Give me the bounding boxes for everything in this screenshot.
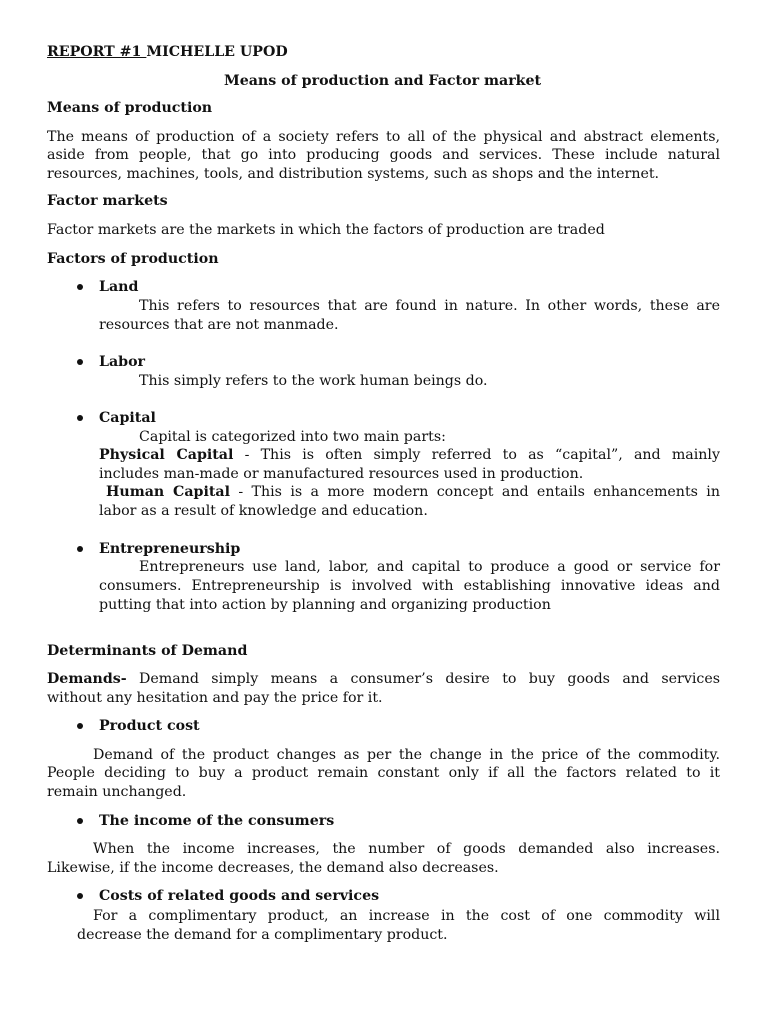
product-cost-text-line: People deciding to buy a product remain constant only if all the factors related to it	[47, 765, 720, 781]
labor-text: This simply refers to the work human beings do.	[139, 373, 488, 389]
land-text-line: This refers to resources that are found in nature. In other words, these are	[139, 298, 720, 314]
label-labor: Labor	[99, 354, 146, 370]
label-income: The income of the consumers	[99, 813, 335, 829]
bullet-icon	[77, 415, 83, 421]
physical-capital-line	[99, 446, 720, 464]
bullet-icon	[77, 723, 83, 729]
means-paragraph-line: The means of production of a society refers to all of the physical and abstract elements,	[47, 129, 720, 145]
label-capital: Capital	[99, 410, 156, 426]
label-related-goods: Costs of related goods and services	[99, 888, 380, 904]
document-title: Means of production and Factor market	[224, 73, 542, 89]
heading-determinants-of-demand: Determinants of Demand	[47, 643, 248, 659]
human-capital-line: labor as a result of knowledge and education.	[99, 503, 428, 519]
bullet-icon	[77, 818, 83, 824]
means-paragraph-line: resources, machines, tools, and distribution systems, such as shops and the internet.	[47, 166, 660, 182]
entrepreneurship-text-line: Entrepreneurs use land, labor, and capital to produce a good or service for	[139, 559, 720, 575]
human-capital-line	[106, 483, 720, 501]
product-cost-text-line: Demand of the product changes as per the change in the price of the commodity.	[93, 747, 720, 763]
land-text-line: resources that are not manmade.	[99, 317, 339, 333]
income-text-line: When the income increases, the number of goods demanded also increases.	[93, 841, 720, 857]
bullet-icon	[77, 893, 83, 899]
entrepreneurship-text-line: putting that into action by planning and organizing production	[99, 597, 551, 613]
report-author: MICHELLE UPOD	[146, 44, 288, 60]
demands-line: without any hesitation and pay the price for it.	[47, 690, 383, 706]
related-goods-text-line: decrease the demand for a complimentary product.	[77, 927, 448, 943]
label-entrepreneurship: Entrepreneurship	[99, 541, 241, 557]
capital-intro: Capital is categorized into two main parts:	[139, 429, 446, 445]
human-capital-term: Human Capital	[106, 484, 230, 500]
demands-desc: Demand simply means a consumer’s desire to buy goods and services	[126, 671, 720, 687]
heading-factor-markets: Factor markets	[47, 193, 168, 209]
related-goods-text-line: For a complimentary product, an increase in the cost of one commodity will	[93, 908, 720, 924]
product-cost-text-line: remain unchanged.	[47, 784, 187, 800]
heading-means-of-production: Means of production	[47, 100, 213, 116]
human-capital-desc: - This is a more modern concept and entails enhancements in	[229, 484, 720, 500]
physical-capital-desc: - This is often simply referred to as “capital”, and mainly	[233, 447, 720, 463]
report-header	[47, 43, 288, 61]
entrepreneurship-text-line: consumers. Entrepreneurship is involved with establishing innovative ideas and	[99, 578, 720, 594]
report-number: REPORT #1	[47, 44, 147, 60]
means-paragraph-line: aside from people, that go into producing goods and services. These include natural	[47, 147, 720, 163]
demands-term: Demands-	[47, 671, 127, 687]
heading-factors-of-production: Factors of production	[47, 251, 219, 267]
bullet-icon	[77, 359, 83, 365]
demands-line	[47, 670, 720, 688]
income-text-line: Likewise, if the income decreases, the demand also decreases.	[47, 860, 499, 876]
bullet-icon	[77, 546, 83, 552]
factor-markets-text: Factor markets are the markets in which the factors of production are traded	[47, 222, 605, 238]
physical-capital-line: includes man-made or manufactured resources used in production.	[99, 466, 584, 482]
label-product-cost: Product cost	[99, 718, 200, 734]
label-land: Land	[99, 279, 139, 295]
bullet-icon	[77, 284, 83, 290]
physical-capital-term: Physical Capital	[99, 447, 234, 463]
